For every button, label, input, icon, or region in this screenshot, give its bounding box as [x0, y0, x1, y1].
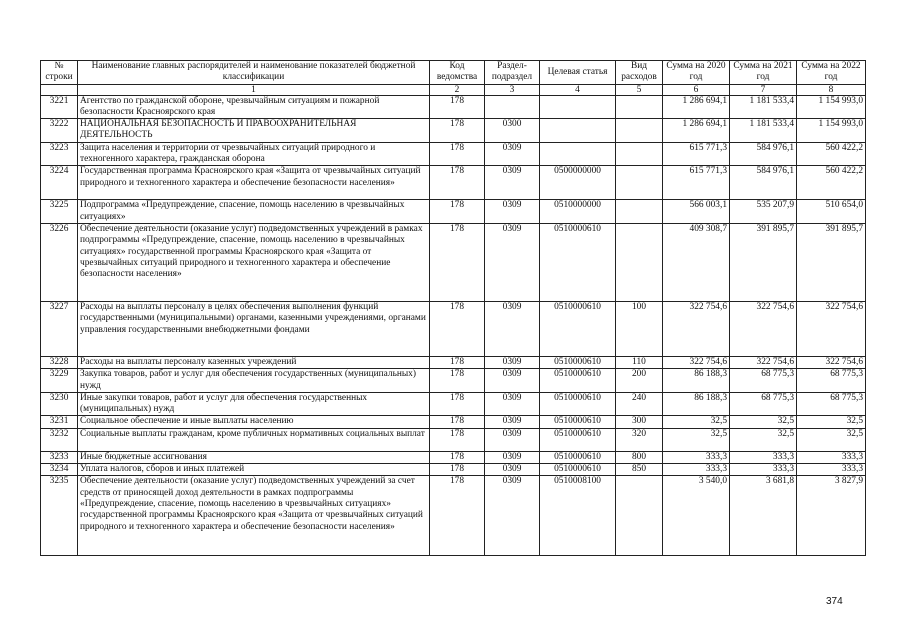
row-sum-2021: 333,3: [730, 464, 797, 476]
row-number: 3225: [41, 200, 78, 224]
row-dept-code: 178: [430, 476, 485, 556]
row-sum-2021: 3 681,8: [730, 476, 797, 556]
row-name: Расходы на выплаты персоналу казенных учреждений: [78, 356, 430, 368]
row-name: Обеспечение деятельности (оказание услуг) подведомственных учреждений за счет средств от приносящей доход деятельности в рамках подпрограммы «Предупреждение, спасение, помощь населению в чрезвычайных ситуациях» государственной программы Красноярского края «Защита от чрезвычайных ситуаций природного и техногенного характера и обеспечение безопасности населения»: [78, 476, 430, 556]
row-name: Расходы на выплаты персоналу в целях обеспечения выполнения функций государственными (муниципальными) органами, казенными учреждениями, органами управления государственными внебюджетными фондами: [78, 301, 430, 356]
row-section: 0309: [485, 301, 540, 356]
row-target: 0510000610: [540, 392, 616, 416]
header-section: Раздел-подраздел: [485, 61, 540, 85]
row-exp-type: 320: [616, 428, 663, 451]
column-number: 5: [616, 84, 663, 95]
row-section: 0309: [485, 369, 540, 393]
row-sum-2021: 68 775,3: [730, 369, 797, 393]
row-section: 0309: [485, 451, 540, 463]
table-row: [41, 464, 866, 476]
row-target: 0510000610: [540, 301, 616, 356]
row-number: 3228: [41, 356, 78, 368]
row-name: Закупка товаров, работ и услуг для обеспечения государственных (муниципальных) нужд: [78, 369, 430, 393]
row-name: Социальное обеспечение и иные выплаты населению: [78, 416, 430, 428]
column-number-row: [41, 84, 866, 95]
header-sum-2022: Сумма на 2022 год: [797, 61, 866, 85]
row-sum-2021: 68 775,3: [730, 392, 797, 416]
row-target: 0510000610: [540, 428, 616, 451]
row-exp-type: [616, 223, 663, 301]
row-sum-2021: 391 895,7: [730, 223, 797, 301]
row-dept-code: 178: [430, 356, 485, 368]
row-sum-2022: 560 422,2: [797, 142, 866, 166]
table-row: [41, 95, 866, 119]
row-sum-2022: 1 154 993,0: [797, 119, 866, 143]
header-exp-type: Вид расходов: [616, 61, 663, 85]
row-sum-2021: 32,5: [730, 416, 797, 428]
row-target: [540, 95, 616, 119]
row-dept-code: 178: [430, 166, 485, 200]
table-body: [41, 95, 866, 556]
row-sum-2021: 535 207,9: [730, 200, 797, 224]
budget-table: [40, 60, 866, 556]
row-section: 0309: [485, 166, 540, 200]
row-sum-2020: 322 754,6: [663, 301, 730, 356]
table-row: [41, 392, 866, 416]
row-section: [485, 95, 540, 119]
row-target: 0510000610: [540, 464, 616, 476]
row-exp-type: [616, 95, 663, 119]
row-section: 0309: [485, 142, 540, 166]
table-row: [41, 166, 866, 200]
row-sum-2020: 86 188,3: [663, 369, 730, 393]
row-dept-code: 178: [430, 464, 485, 476]
row-sum-2020: 32,5: [663, 428, 730, 451]
table-row: [41, 356, 866, 368]
row-sum-2020: 1 286 694,1: [663, 95, 730, 119]
row-number: 3222: [41, 119, 78, 143]
row-sum-2021: 322 754,6: [730, 301, 797, 356]
row-exp-type: [616, 142, 663, 166]
row-sum-2021: 333,3: [730, 451, 797, 463]
row-name: Подпрограмма «Предупреждение, спасение, помощь населению в чрезвычайных ситуациях»: [78, 200, 430, 224]
row-sum-2021: 584 976,1: [730, 142, 797, 166]
row-sum-2020: 333,3: [663, 451, 730, 463]
row-exp-type: [616, 119, 663, 143]
row-exp-type: 100: [616, 301, 663, 356]
row-sum-2022: 32,5: [797, 428, 866, 451]
row-name: Социальные выплаты гражданам, кроме публичных нормативных социальных выплат: [78, 428, 430, 451]
column-number: 8: [797, 84, 866, 95]
row-name: Защита населения и территории от чрезвычайных ситуаций природного и техногенного характера, гражданская оборона: [78, 142, 430, 166]
row-sum-2020: 566 003,1: [663, 200, 730, 224]
row-sum-2020: 322 754,6: [663, 356, 730, 368]
row-target: [540, 142, 616, 166]
row-sum-2021: 1 181 533,4: [730, 95, 797, 119]
row-section: 0300: [485, 119, 540, 143]
row-exp-type: 850: [616, 464, 663, 476]
row-dept-code: 178: [430, 119, 485, 143]
row-section: 0309: [485, 223, 540, 301]
column-number: 7: [730, 84, 797, 95]
row-exp-type: [616, 200, 663, 224]
row-section: 0309: [485, 200, 540, 224]
row-sum-2020: 86 188,3: [663, 392, 730, 416]
header-row: [41, 61, 866, 85]
row-sum-2022: 3 827,9: [797, 476, 866, 556]
column-number: 6: [663, 84, 730, 95]
header-sum-2021: Сумма на 2021 год: [730, 61, 797, 85]
row-sum-2022: 560 422,2: [797, 166, 866, 200]
row-number: 3232: [41, 428, 78, 451]
row-section: 0309: [485, 416, 540, 428]
row-dept-code: 178: [430, 142, 485, 166]
row-section: 0309: [485, 356, 540, 368]
row-exp-type: [616, 166, 663, 200]
row-dept-code: 178: [430, 223, 485, 301]
row-number: 3224: [41, 166, 78, 200]
header-sum-2020: Сумма на 2020 год: [663, 61, 730, 85]
row-target: 0510000610: [540, 223, 616, 301]
table-row: [41, 142, 866, 166]
row-name: Агентство по гражданской обороне, чрезвычайным ситуациям и пожарной безопасности Красноярского края: [78, 95, 430, 119]
row-number: 3229: [41, 369, 78, 393]
column-number: 2: [430, 84, 485, 95]
row-sum-2022: 322 754,6: [797, 356, 866, 368]
row-sum-2022: 68 775,3: [797, 392, 866, 416]
row-dept-code: 178: [430, 369, 485, 393]
row-exp-type: 300: [616, 416, 663, 428]
row-sum-2021: 1 181 533,4: [730, 119, 797, 143]
row-target: 0510000610: [540, 416, 616, 428]
row-sum-2020: 1 286 694,1: [663, 119, 730, 143]
row-exp-type: 800: [616, 451, 663, 463]
row-exp-type: [616, 476, 663, 556]
column-number: 4: [540, 84, 616, 95]
row-exp-type: 240: [616, 392, 663, 416]
row-target: 0510000000: [540, 200, 616, 224]
row-sum-2020: 615 771,3: [663, 166, 730, 200]
row-number: 3230: [41, 392, 78, 416]
header-name: Наименование главных распорядителей и наименование показателей бюджетной классификации: [78, 61, 430, 85]
row-number: 3231: [41, 416, 78, 428]
row-sum-2021: 322 754,6: [730, 356, 797, 368]
row-dept-code: 178: [430, 428, 485, 451]
row-section: 0309: [485, 476, 540, 556]
row-sum-2020: 409 308,7: [663, 223, 730, 301]
row-number: 3226: [41, 223, 78, 301]
row-number: 3233: [41, 451, 78, 463]
row-sum-2022: 333,3: [797, 451, 866, 463]
row-name: Обеспечение деятельности (оказание услуг) подведомственных учреждений в рамках подпрограммы «Предупреждение, спасение, помощь населению в чрезвычайных ситуациях» государственной программы Красноярского края «Защита от чрезвычайных ситуаций природного и техногенного характера и обеспечение безопасности населения»: [78, 223, 430, 301]
column-number: [41, 84, 78, 95]
table-row: [41, 301, 866, 356]
table-row: [41, 369, 866, 393]
row-sum-2020: 3 540,0: [663, 476, 730, 556]
row-name: Иные закупки товаров, работ и услуг для обеспечения государственных (муниципальных) нужд: [78, 392, 430, 416]
row-sum-2022: 391 895,7: [797, 223, 866, 301]
row-name: Государственная программа Красноярского края «Защита от чрезвычайных ситуаций природного и техногенного характера и обеспечение безопасности населения»: [78, 166, 430, 200]
row-sum-2022: 32,5: [797, 416, 866, 428]
row-sum-2020: 333,3: [663, 464, 730, 476]
row-sum-2022: 333,3: [797, 464, 866, 476]
table-row: [41, 200, 866, 224]
row-sum-2021: 32,5: [730, 428, 797, 451]
row-dept-code: 178: [430, 95, 485, 119]
row-section: 0309: [485, 428, 540, 451]
row-sum-2021: 584 976,1: [730, 166, 797, 200]
row-sum-2022: 322 754,6: [797, 301, 866, 356]
row-target: 0510000610: [540, 369, 616, 393]
row-name: Иные бюджетные ассигнования: [78, 451, 430, 463]
table-row: [41, 428, 866, 451]
row-target: 0510008100: [540, 476, 616, 556]
row-name: Уплата налогов, сборов и иных платежей: [78, 464, 430, 476]
row-target: [540, 119, 616, 143]
table-row: [41, 476, 866, 556]
row-number: 3221: [41, 95, 78, 119]
row-target: 0510000610: [540, 356, 616, 368]
row-sum-2022: 1 154 993,0: [797, 95, 866, 119]
row-section: 0309: [485, 392, 540, 416]
row-sum-2020: 615 771,3: [663, 142, 730, 166]
row-number: 3227: [41, 301, 78, 356]
table-row: [41, 119, 866, 143]
header-dept-code: Код ведомства: [430, 61, 485, 85]
row-exp-type: 200: [616, 369, 663, 393]
column-number: 3: [485, 84, 540, 95]
row-dept-code: 178: [430, 301, 485, 356]
row-number: 3234: [41, 464, 78, 476]
row-sum-2022: 68 775,3: [797, 369, 866, 393]
table-row: [41, 451, 866, 463]
row-target: 0500000000: [540, 166, 616, 200]
row-dept-code: 178: [430, 451, 485, 463]
row-target: 0510000610: [540, 451, 616, 463]
row-sum-2022: 510 654,0: [797, 200, 866, 224]
row-dept-code: 178: [430, 392, 485, 416]
row-number: 3235: [41, 476, 78, 556]
table-row: [41, 416, 866, 428]
row-name: НАЦИОНАЛЬНАЯ БЕЗОПАСНОСТЬ И ПРАВООХРАНИТЕЛЬНАЯ ДЕЯТЕЛЬНОСТЬ: [78, 119, 430, 143]
row-dept-code: 178: [430, 200, 485, 224]
header-target: Целевая статья: [540, 61, 616, 85]
row-exp-type: 110: [616, 356, 663, 368]
row-dept-code: 178: [430, 416, 485, 428]
budget-table-sheet: [40, 60, 865, 556]
table-row: [41, 223, 866, 301]
page-number: 374: [826, 596, 843, 607]
row-sum-2020: 32,5: [663, 416, 730, 428]
row-number: 3223: [41, 142, 78, 166]
row-section: 0309: [485, 464, 540, 476]
header-row-no: № строки: [41, 61, 78, 85]
column-number: 1: [78, 84, 430, 95]
